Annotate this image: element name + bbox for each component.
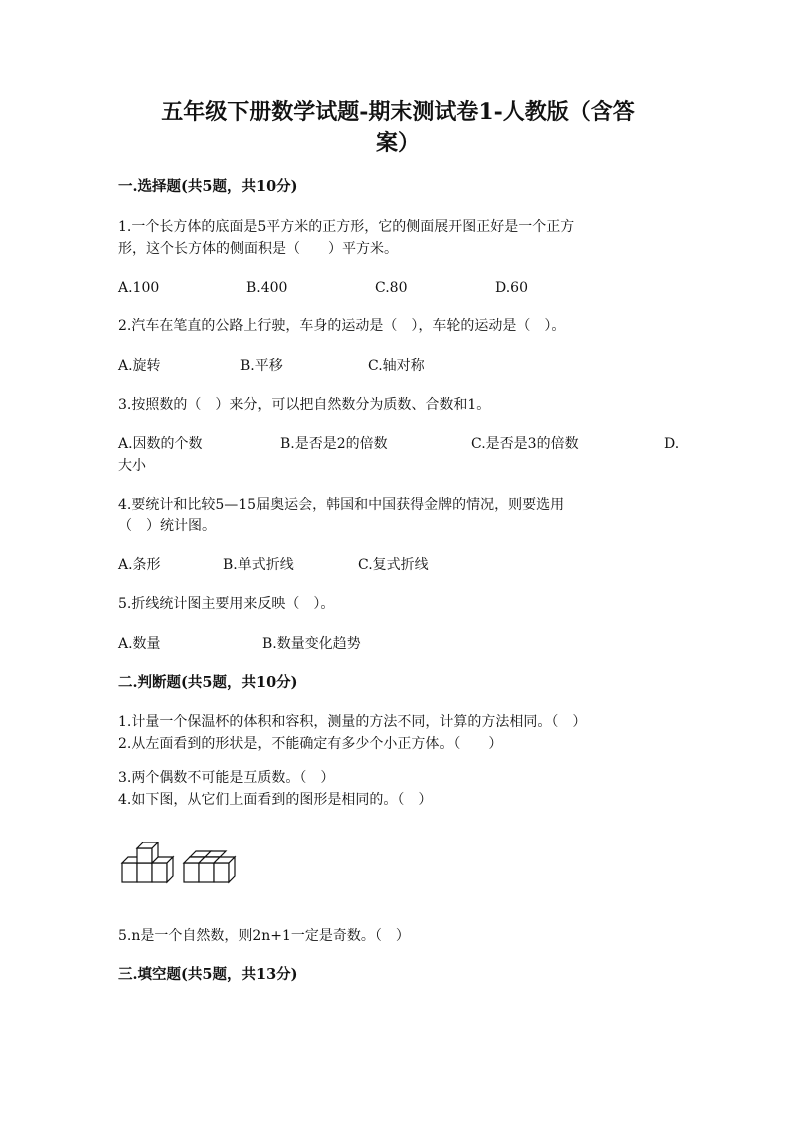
section-heading-judge: 二.判断题(共5题，共10分) [118,674,298,691]
question-2-2: 2.从左面看到的形状是，不能确定有多少个小正方体。（ ） [118,736,503,752]
option-a: A.因数的个数 [118,436,203,452]
question-1-3: 3.按照数的（ ）来分，可以把自然数分为质数、合数和1。 [118,397,491,413]
option-b: B.平移 [240,358,283,374]
question-2-3: 3.两个偶数不可能是互质数。（ ） [118,770,335,786]
question-2-1: 1.计量一个保温杯的体积和容积，测量的方法不同，计算的方法相同。（ ） [118,714,587,730]
option-a: A.数量 [118,636,161,652]
question-1-1-line-2: 形，这个长方体的侧面积是（ ）平方米。 [118,241,398,257]
question-2-4: 4.如下图，从它们上面看到的图形是相同的。（ ） [118,792,433,808]
option-c: C.80 [375,280,408,296]
option-a: A.条形 [118,557,161,573]
option-a: A.100 [118,280,160,296]
title-line-1: 五年级下册数学试题-期末测试卷1-人教版（含答 [161,99,635,125]
title-line-2: 案） [375,130,420,156]
section-heading-fill: 三.填空题(共5题，共13分) [118,966,298,983]
option-d: D. [664,436,680,452]
option-c: C.是否是3的倍数 [471,436,579,452]
question-1-4-line-1: 4.要统计和比较5—15届奥运会，韩国和中国获得金牌的情况，则要选用 [118,497,565,513]
option-d-continued: 大小 [118,458,146,474]
option-b: B.400 [246,280,288,296]
question-1-2: 2.汽车在笔直的公路上行驶，车身的运动是（ ），车轮的运动是（ ）。 [118,318,566,334]
option-b: B.是否是2的倍数 [280,436,388,452]
option-b: B.数量变化趋势 [262,636,361,652]
question-1-4-line-2: （ ）统计图。 [118,518,216,534]
document-title [128,97,668,159]
cube-figure [118,842,248,890]
option-c: C.复式折线 [358,557,429,573]
cube-group-left [122,842,173,882]
option-c: C.轴对称 [368,358,425,374]
question-1-1-line-1: 1.一个长方体的底面是5平方米的正方形，它的侧面展开图正好是一个正方 [118,219,575,235]
cube-group-right [184,851,235,882]
section-heading-choice: 一.选择题(共5题，共10分) [118,178,298,195]
option-a: A.旋转 [118,358,161,374]
option-b: B.单式折线 [223,557,294,573]
question-1-5: 5.折线统计图主要用来反映（ ）。 [118,596,335,612]
question-2-5: 5.n是一个自然数，则2n+1一定是奇数。（ ） [118,928,410,944]
option-d: D.60 [495,280,528,296]
